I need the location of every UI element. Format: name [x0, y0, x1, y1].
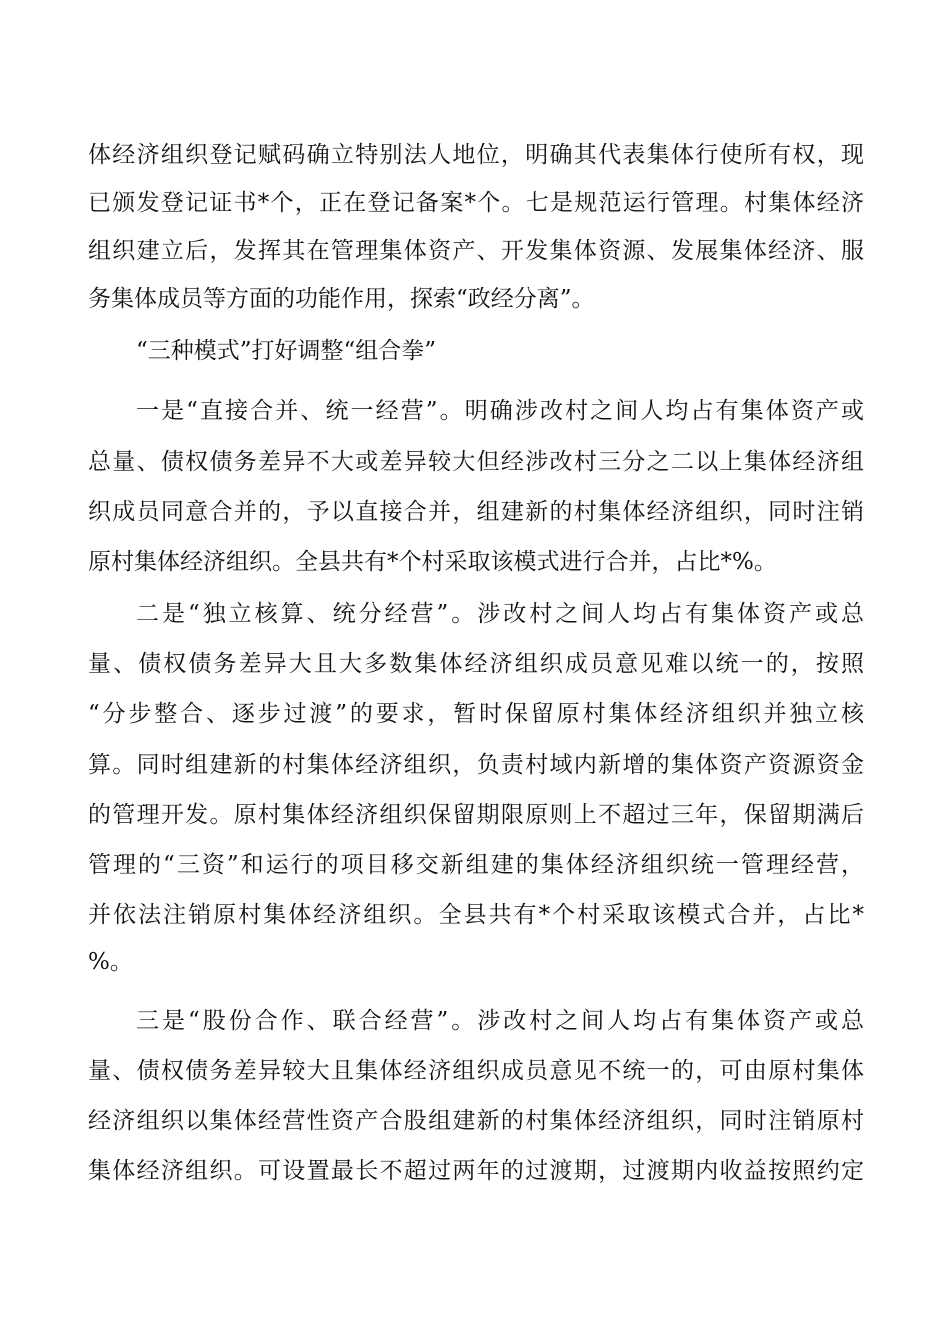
paragraph-2-line-4: 原村集体经济组织。全县共有*个村采取该模式进行合并，占比*%。 — [88, 549, 777, 575]
paragraph-4-line-4: 集体经济组织。可设置最长不超过两年的过渡期，过渡期内收益按照约定 — [88, 1158, 864, 1184]
paragraph-3-line-7: 并依法注销原村集体经济组织。全县共有*个村采取该模式合并，占比* — [88, 902, 864, 928]
paragraph-1-line-1: 体经济组织登记赋码确立特别法人地位，明确其代表集体行使所有权，现 — [88, 142, 864, 168]
paragraph-3-line-1: 二是“独立核算、统分经营”。涉改村之间人均占有集体资产或总 — [136, 601, 864, 627]
paragraph-3-line-3: “分步整合、逐步过渡”的要求，暂时保留原村集体经济组织并独立核 — [88, 701, 864, 727]
section-heading: “三种模式”打好调整“组合拳” — [136, 338, 437, 364]
paragraph-1-line-4: 务集体成员等方面的功能作用，探索“政经分离”。 — [88, 286, 595, 312]
paragraph-3-line-8: %。 — [88, 949, 133, 975]
paragraph-3-line-6: 管理的“三资”和运行的项目移交新组建的集体经济组织统一管理经营， — [88, 852, 864, 878]
paragraph-1-line-2: 已颁发登记证书*个，正在登记备案*个。七是规范运行管理。村集体经济 — [88, 190, 864, 216]
paragraph-1-line-3: 组织建立后，发挥其在管理集体资产、开发集体资源、发展集体经济、服 — [88, 238, 864, 264]
paragraph-4-line-3: 经济组织以集体经营性资产合股组建新的村集体经济组织，同时注销原村 — [88, 1108, 864, 1134]
paragraph-2-line-3: 织成员同意合并的，予以直接合并，组建新的村集体经济组织，同时注销 — [88, 499, 864, 525]
paragraph-2-line-2: 总量、债权债务差异不大或差异较大但经涉改村三分之二以上集体经济组 — [88, 449, 864, 475]
paragraph-3-line-5: 的管理开发。原村集体经济组织保留期限原则上不超过三年，保留期满后 — [88, 802, 864, 828]
paragraph-4-line-2: 量、债权债务差异较大且集体经济组织成员意见不统一的，可由原村集体 — [88, 1058, 864, 1084]
paragraph-3-line-4: 算。同时组建新的村集体经济组织，负责村域内新增的集体资产资源资金 — [88, 752, 864, 778]
paragraph-2-line-1: 一是“直接合并、统一经营”。明确涉改村之间人均占有集体资产或 — [136, 398, 864, 424]
paragraph-4-line-1: 三是“股份合作、联合经营”。涉改村之间人均占有集体资产或总 — [136, 1008, 864, 1034]
paragraph-3-line-2: 量、债权债务差异大且大多数集体经济组织成员意见难以统一的，按照 — [88, 651, 864, 677]
